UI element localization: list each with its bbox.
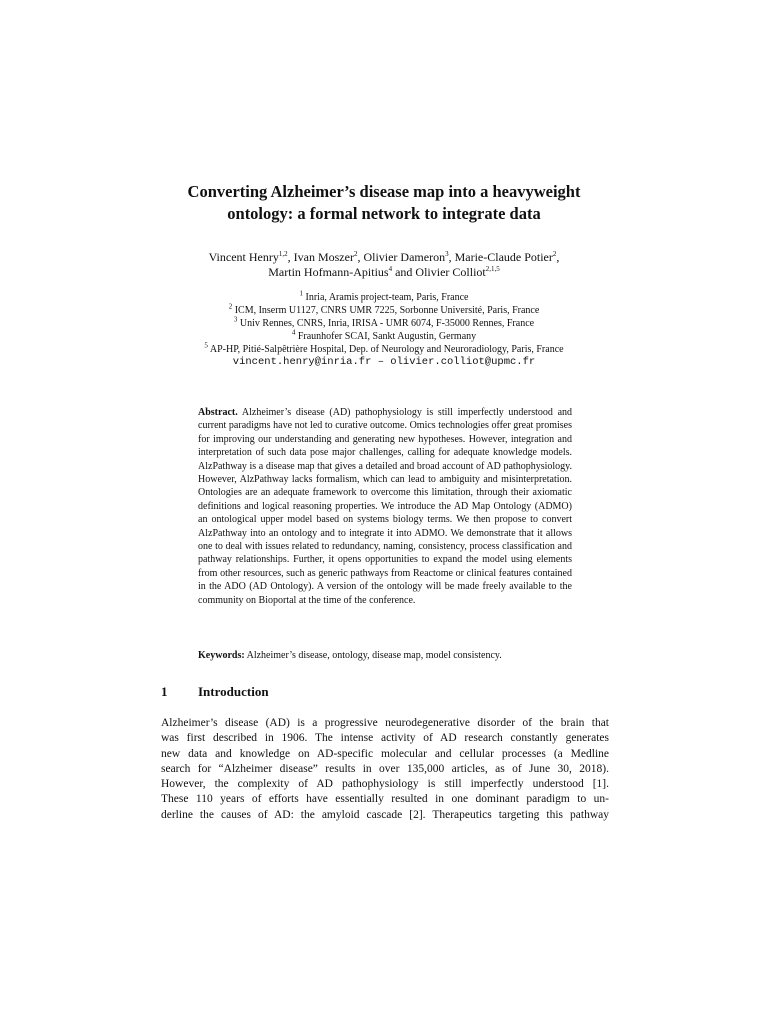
author-affil-mark: 2 [353, 250, 358, 258]
body-line: Alzheimer’s disease (AD) is a progressive neurodegenerative disorder of the brain that [161, 717, 609, 729]
author-name: Olivier Dameron [363, 250, 446, 264]
author-list [0, 250, 768, 280]
author-emails[interactable]: vincent.henry@inria.fr – olivier.colliot@upmc.fr [232, 356, 536, 368]
abstract-text: Alzheimer’s disease (AD) pathophysiology is still imperfectly understood and current paradigms have not led to curative outcome. Omics technologies offer great promises for improving our understanding and generating new hypotheses. However, integration and interpretation of such data pose major challenges, calling for adequate knowledge models. AlzPathway is a disease map that gives a detailed and broad account of AD pathophysiology. However, AlzPathway lacks formalism, which can lead to ambiguity and misinterpretation. Ontologies are an adequate framework to overcome this limitation, through their axiomatic definitions and logical reasoning properties. We introduce the AD Map Ontology (ADMO) an ontological upper model based on systems biology terms. We then propose to convert AlzPathway into an ontology and to integrate it into ADMO. We demonstrate that it allows one to deal with issues related to redundancy, naming, consistency, process classification and pathway relationships. Further, it opens opportunities to expand the model using elements from other resources, such as generic pathways from Reactome or clinical features contained in the ADO (AD Ontology). A version of the ontology will be made freely available to the community on Bioportal at the time of the conference. [198, 407, 573, 606]
section-heading [161, 684, 611, 700]
affil-text: Fraunhofer SCAI, Sankt Augustin, Germany [295, 331, 477, 342]
body-line: search for “Alzheimer disease” results in over 135,000 articles, as of June 30, 2018). [161, 762, 609, 775]
body-line: However, the complexity of AD pathophysiology is still imperfectly understood [1]. [161, 778, 609, 791]
affiliation [0, 291, 768, 304]
author-sep: , [448, 250, 455, 264]
body-line: was first described in 1906. The intense activity of AD research constantly generates [161, 732, 609, 745]
affil-number: 5 [204, 341, 208, 350]
author-affil-mark: 1,2 [278, 250, 288, 258]
affil-text: Univ Rennes, CNRS, Inria, IRISA - UMR 6074, F-35000 Rennes, France [237, 318, 535, 329]
author-name: Ivan Moszer [293, 250, 354, 264]
author-sep: and [392, 265, 416, 279]
paper-title [0, 181, 768, 225]
author-affil-mark: 2 [552, 250, 557, 258]
section-number: 1 [161, 684, 168, 699]
author-sep: , [287, 250, 294, 264]
author-affil-mark: 3 [445, 250, 449, 258]
affil-number: 4 [291, 328, 296, 337]
introduction-body [161, 716, 609, 823]
author-name: Olivier Colliot [415, 265, 486, 279]
affil-text: ICM, Inserm U1127, CNRS UMR 7225, Sorbonne Université, Paris, France [232, 305, 540, 316]
author-sep: , [556, 250, 560, 264]
body-line: new data and knowledge on AD-specific molecular and cellular processes (a Medline [161, 747, 609, 760]
affiliation [0, 343, 768, 356]
abstract-label: Abstract. [198, 407, 238, 418]
affil-number: 1 [299, 289, 303, 298]
title-line: Converting Alzheimer’s disease map into a heavyweight [187, 182, 581, 201]
author-sep: , [357, 250, 364, 264]
affiliation [0, 317, 768, 330]
author-name: Marie-Claude Potier [454, 250, 553, 264]
body-line: These 110 years of efforts have essentially resulted in one dominant paradigm to un- [161, 793, 609, 806]
affiliation [0, 330, 768, 343]
keywords-label: Keywords: [198, 650, 245, 661]
author-line-1 [0, 250, 768, 265]
keywords-text: Alzheimer’s disease, ontology, disease map, model consistency. [244, 650, 502, 661]
author-name: Martin Hofmann-Apitius [268, 265, 389, 279]
affiliation-list [0, 291, 768, 369]
abstract [198, 406, 572, 607]
affil-text: Inria, Aramis project-team, Paris, France [303, 292, 469, 303]
affil-text: AP-HP, Pitié-Salpêtrière Hospital, Dep. of Neurology and Neuroradiology, Paris, France [207, 344, 564, 355]
author-affil-mark: 4 [388, 265, 393, 273]
author-name: Vincent Henry [208, 250, 279, 264]
keywords [198, 649, 578, 662]
body-line: derline the causes of AD: the amyloid cascade [2]. Therapeutics targeting this pathway [161, 808, 609, 821]
affil-number: 2 [228, 302, 233, 311]
affil-number: 3 [233, 315, 238, 324]
title-line: ontology: a formal network to integrate data [227, 204, 541, 223]
author-line-2 [0, 265, 768, 280]
section-title: Introduction [198, 684, 269, 699]
author-affil-mark: 2,1,5 [485, 265, 500, 273]
affiliation [0, 304, 768, 317]
